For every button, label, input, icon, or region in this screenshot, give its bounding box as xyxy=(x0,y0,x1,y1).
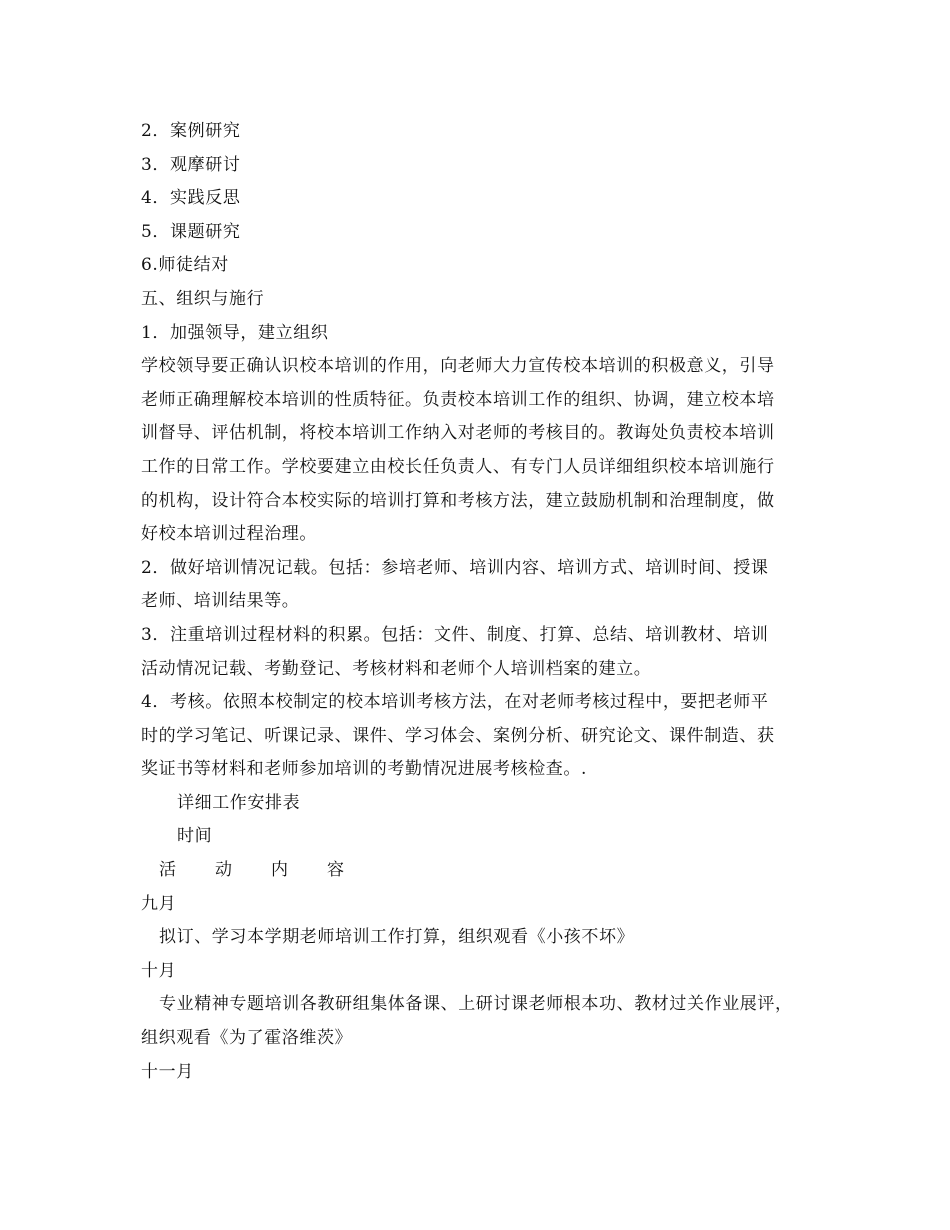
paragraph-line: 老师正确理解校本培训的性质特征。负责校本培训工作的组织、协调，建立校本培 xyxy=(141,389,775,410)
schedule-month: 十月 xyxy=(141,960,177,981)
paragraph-line: 活动情况记载、考勤登记、考核材料和老师个人培训档案的建立。 xyxy=(141,658,652,679)
header-char: 动 xyxy=(215,860,233,881)
schedule-month: 九月 xyxy=(141,893,177,914)
paragraph-line: 的机构，设计符合本校实际的培训打算和考核方法，建立鼓励机制和治理制度，做 xyxy=(141,490,775,511)
paragraph-line: 老师、培训结果等。 xyxy=(141,591,300,612)
header-char: 容 xyxy=(327,860,345,881)
schedule-activity: 组织观看《为了霍洛维茨》 xyxy=(141,1028,353,1049)
schedule-activity: 拟订、学习本学期老师培训工作打算，组织观看《小孩不坏》 xyxy=(159,927,635,948)
paragraph-leadership xyxy=(141,350,817,552)
paragraph-line: 奖证书等材料和老师参加培训的考勤情况进展考核检查。. xyxy=(141,759,588,780)
paragraph-line: 4．考核。依照本校制定的校本培训考核方法，在对老师考核过程中，要把老师平 xyxy=(141,692,769,713)
paragraph-line: 2．做好培训情况记载。包括：参培老师、培训内容、培训方式、培训时间、授课 xyxy=(141,557,769,578)
paragraph-line: 好校本培训过程治理。 xyxy=(141,524,317,545)
list-item: 6.师徒结对 xyxy=(141,255,229,276)
list-item: 5．课题研究 xyxy=(141,221,241,242)
subsection-heading-1: 1．加强领导，建立组织 xyxy=(141,322,329,343)
section-heading: 五、组织与施行 xyxy=(141,288,265,309)
paragraph-records xyxy=(141,552,817,619)
document-body xyxy=(141,115,817,1089)
paragraph-materials xyxy=(141,619,817,686)
list-item: 2．案例研究 xyxy=(141,121,241,141)
schedule-month: 十一月 xyxy=(141,1061,194,1082)
header-char: 内 xyxy=(271,860,289,881)
paragraph-assessment xyxy=(141,686,817,787)
paragraph-line: 时的学习笔记、听课记录、课件、学习体会、案例分析、研究论文、课件制造、获 xyxy=(141,725,775,746)
header-char: 活 xyxy=(159,860,177,881)
schedule-content-header xyxy=(141,854,817,888)
schedule-activity: 专业精神专题培训各教研组集体备课、上研讨课老师根本功、教材过关作业展评， xyxy=(159,994,793,1015)
paragraph-line: 工作的日常工作。学校要建立由校长任负责人、有专门人员详细组织校本培训施行 xyxy=(141,456,775,477)
list-item: 4．实践反思 xyxy=(141,188,241,209)
schedule-title: 详细工作安排表 xyxy=(177,792,301,813)
paragraph-line: 学校领导要正确认识校本培训的作用，向老师大力宣传校本培训的积极意义，引导 xyxy=(141,356,775,377)
paragraph-line: 3．注重培训过程材料的积累。包括：文件、制度、打算、总结、培训教材、培训 xyxy=(141,624,769,645)
schedule-time-header: 时间 xyxy=(177,826,213,847)
paragraph-line: 训督导、评估机制，将校本培训工作纳入对老师的考核目的。教诲处负责校本培训 xyxy=(141,423,775,444)
list-item: 3．观摩研讨 xyxy=(141,154,241,175)
